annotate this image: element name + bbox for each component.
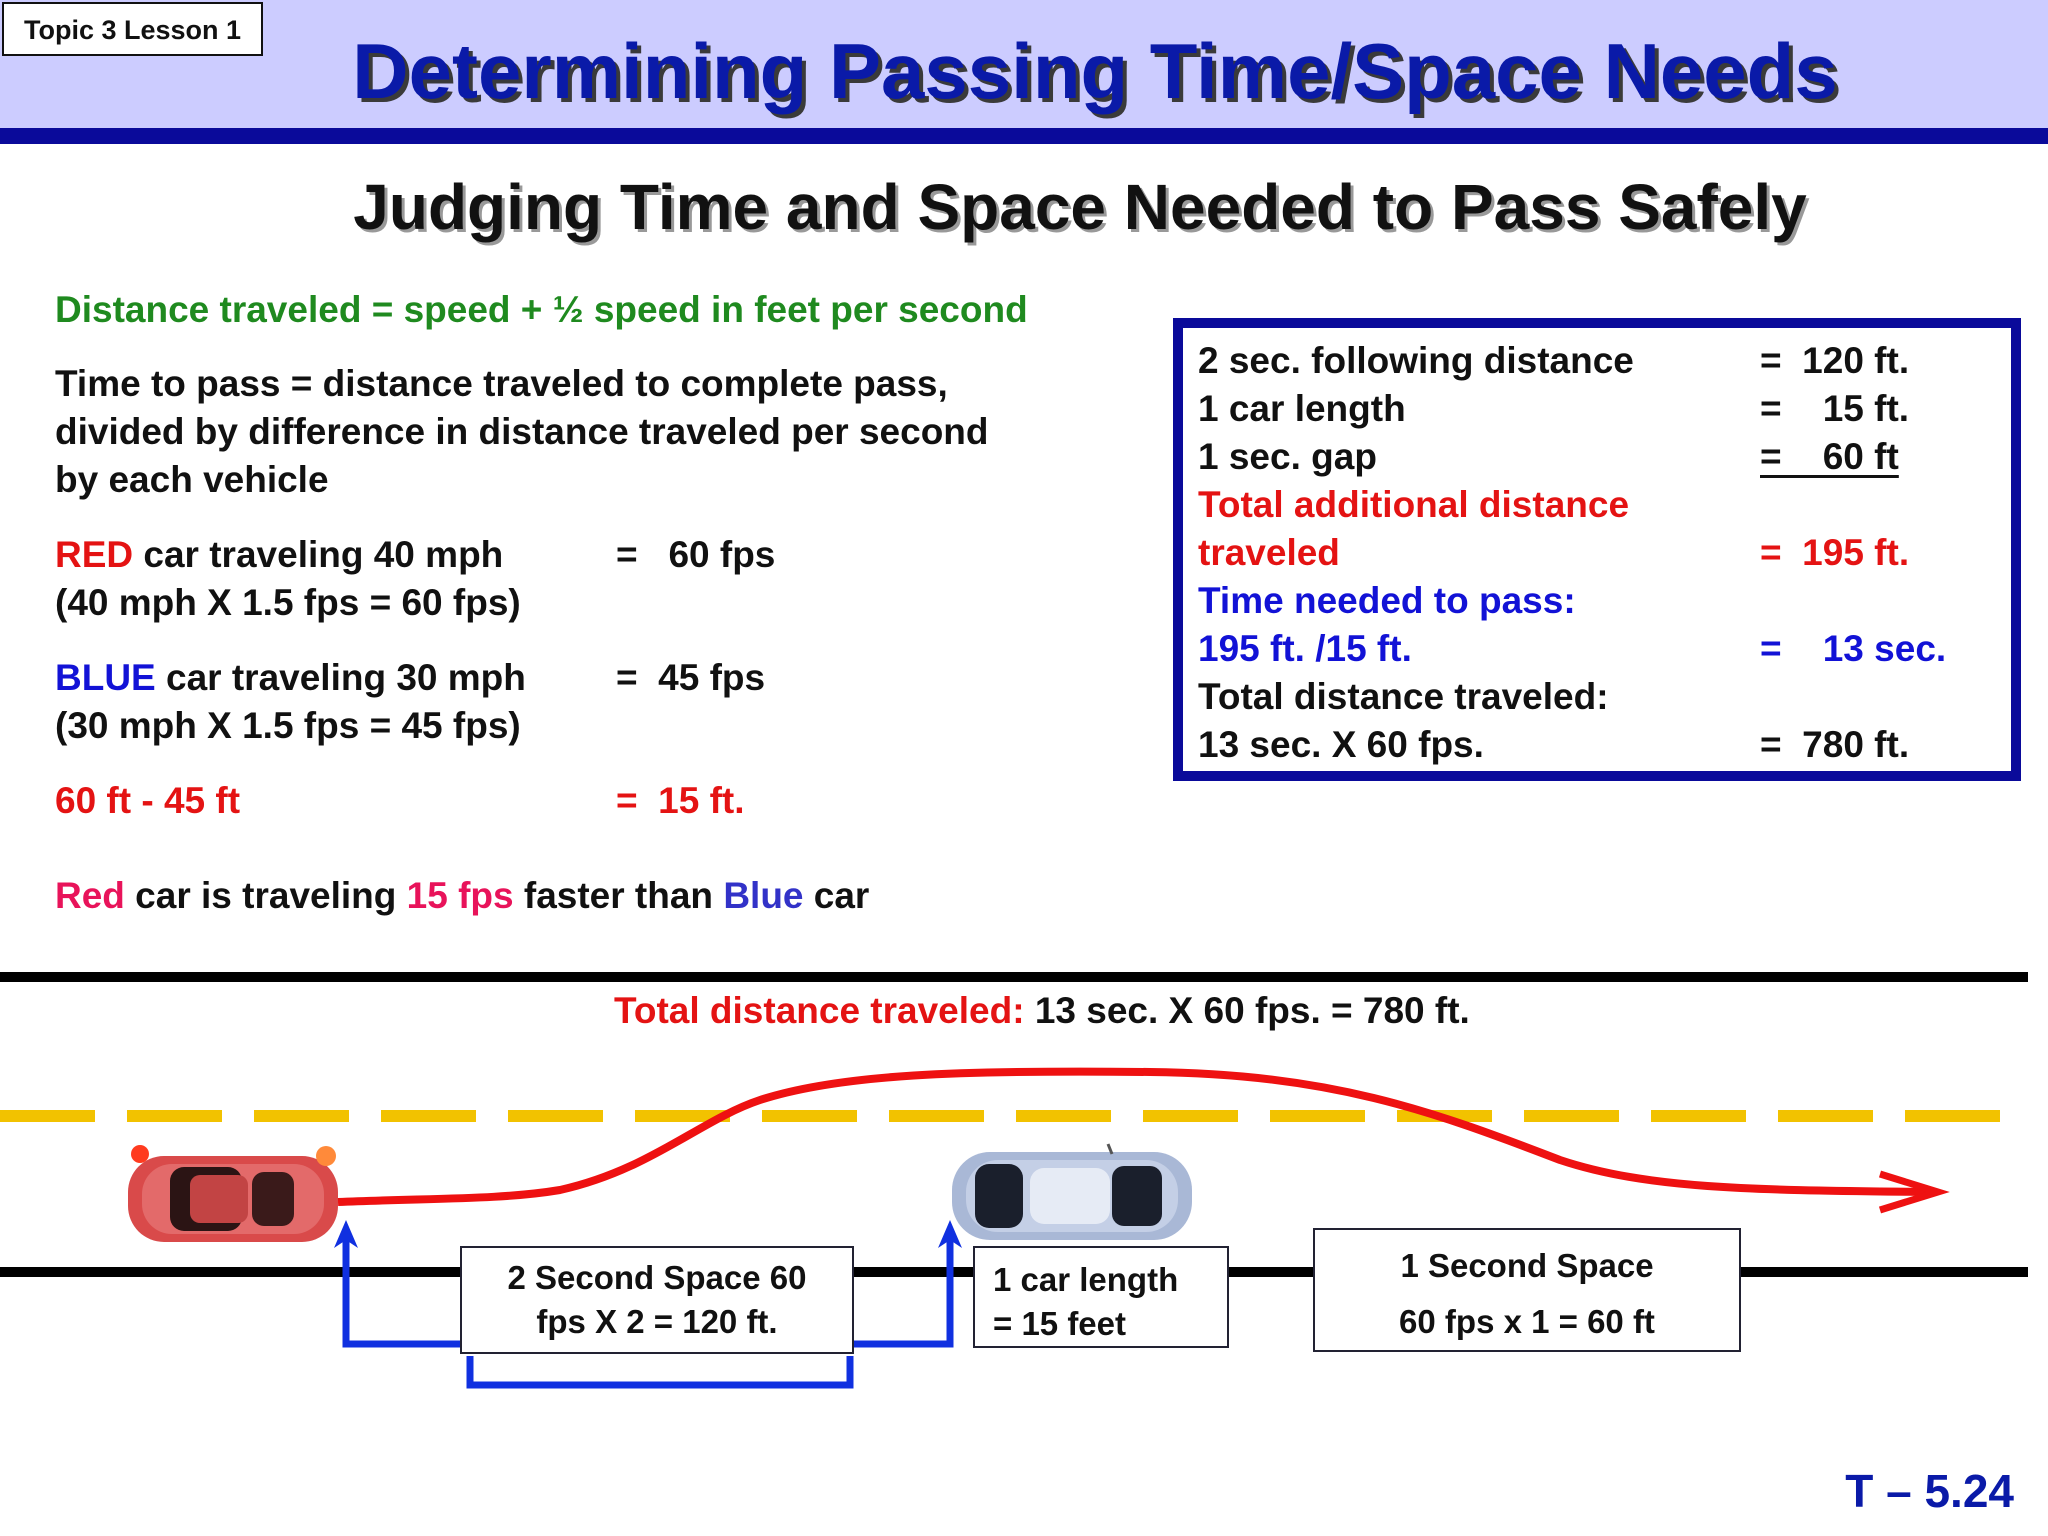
info-value-additional: = 195 ft. bbox=[1760, 532, 1910, 573]
two-second-line-1: 2 Second Space 60 bbox=[507, 1259, 807, 1296]
slide-title: Determining Passing Time/Space Needs bbox=[352, 27, 1838, 115]
info-value-following: = 120 ft. bbox=[1760, 340, 1910, 381]
speed-summary bbox=[55, 872, 869, 920]
info-label-multiplication: 13 sec. X 60 fps. bbox=[1198, 724, 1484, 765]
info-label-total-distance: Total distance traveled: bbox=[1198, 676, 1609, 717]
total-distance-value: 13 sec. X 60 fps. = 780 ft. bbox=[1024, 990, 1470, 1031]
info-label-gap: 1 sec. gap bbox=[1198, 436, 1377, 477]
header-rule bbox=[0, 128, 2048, 144]
summary-blue: Blue bbox=[723, 875, 804, 916]
info-label-division: 195 ft. /15 ft. bbox=[1198, 628, 1412, 669]
bracket-left bbox=[346, 1240, 460, 1344]
slide-number: T – 5.24 bbox=[1845, 1465, 2014, 1517]
red-car-eq: = 60 fps bbox=[616, 534, 776, 575]
info-label-traveled: traveled bbox=[1198, 532, 1340, 573]
info-label-total-additional: Total additional distance bbox=[1198, 484, 1630, 525]
one-second-line-1: 1 Second Space bbox=[1400, 1247, 1654, 1284]
info-label-car-length: 1 car length bbox=[1198, 388, 1406, 429]
difference-eq: = 15 ft. bbox=[616, 780, 745, 821]
difference-text: 60 ft - 45 ft bbox=[55, 780, 241, 821]
time-to-pass-block bbox=[55, 360, 989, 504]
info-label-time-needed: Time needed to pass: bbox=[1198, 580, 1576, 621]
summary-text-3: car bbox=[803, 875, 870, 916]
bracket-bottom bbox=[470, 1356, 850, 1385]
blue-car-calc: (30 mph X 1.5 fps = 45 fps) bbox=[55, 705, 521, 746]
blue-car-line bbox=[55, 654, 526, 702]
red-car-text: car traveling 40 mph bbox=[133, 534, 504, 575]
total-distance-caption bbox=[614, 987, 1470, 1035]
blue-car-eq: = 45 fps bbox=[616, 657, 766, 698]
bracket-right bbox=[852, 1240, 950, 1344]
car-length-line-1: 1 car length bbox=[993, 1261, 1179, 1298]
two-second-line-2: fps X 2 = 120 ft. bbox=[536, 1303, 778, 1340]
red-car-icon bbox=[128, 1145, 338, 1242]
info-value-time: = 13 sec. bbox=[1760, 628, 1947, 669]
red-car-line bbox=[55, 531, 503, 579]
summary-fps: 15 fps bbox=[406, 875, 514, 916]
summary-text-2: faster than bbox=[513, 875, 724, 916]
time-to-pass-line-3: by each vehicle bbox=[55, 459, 329, 500]
summary-red: Red bbox=[55, 875, 125, 916]
car-length-line-2: = 15 feet bbox=[993, 1305, 1126, 1342]
blue-car-label: BLUE bbox=[55, 657, 156, 698]
time-to-pass-line-1: Time to pass = distance traveled to complete pass, bbox=[55, 363, 948, 404]
summary-text-1: car is traveling bbox=[124, 875, 407, 916]
info-value-car-length: = 15 ft. bbox=[1760, 388, 1910, 429]
one-second-space-box bbox=[1313, 1228, 1741, 1352]
time-to-pass-line-2: divided by difference in distance traveled per second bbox=[55, 411, 989, 452]
blue-car-icon bbox=[952, 1144, 1192, 1240]
one-second-line-2: 60 fps x 1 = 60 ft bbox=[1399, 1303, 1655, 1340]
slide-subtitle: Judging Time and Space Needed to Pass Safely bbox=[353, 171, 1807, 243]
road-edge-top bbox=[0, 972, 2028, 982]
red-car-calc: (40 mph X 1.5 fps = 60 fps) bbox=[55, 582, 521, 623]
two-second-space-box bbox=[460, 1246, 854, 1354]
info-label-following: 2 sec. following distance bbox=[1198, 340, 1634, 381]
formula-text: Distance traveled = speed + ½ speed in feet per second bbox=[55, 289, 1028, 330]
red-car-label: RED bbox=[55, 534, 134, 575]
total-distance-label: Total distance traveled: bbox=[614, 990, 1025, 1031]
blue-car-text: car traveling 30 mph bbox=[155, 657, 526, 698]
info-value-gap: = 60 ft bbox=[1760, 436, 1899, 477]
info-value-total: = 780 ft. bbox=[1760, 724, 1910, 765]
car-length-box bbox=[973, 1246, 1229, 1348]
topic-lesson-tag: Topic 3 Lesson 1 bbox=[2, 2, 263, 56]
